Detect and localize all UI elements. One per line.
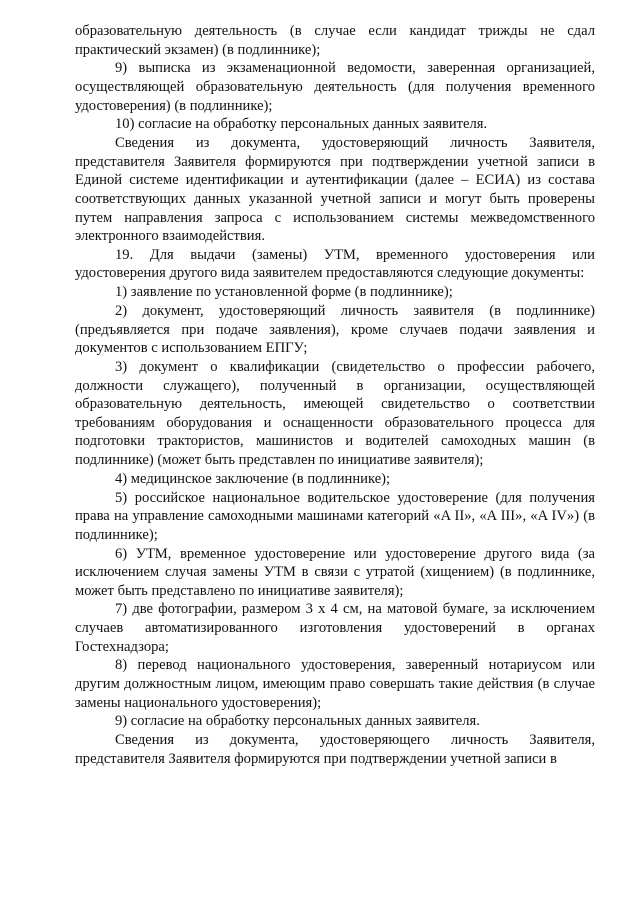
paragraph-esia-info: Сведения из документа, удостоверяющий личность Заявителя, представителя Заявителя формируются при подтверждении учетной записи в Единой системе идентификации и аутентификации (далее – ЕСИА) из состава соответствующих данных указанной учетной записи и могут быть проверены путем направления запроса с использованием системы межведомственного электронного взаимодействия. xyxy=(75,135,595,245)
paragraph-list-item-8: 8) перевод национального удостоверения, заверенный нотариусом или другим должностным лицом, имеющим право совершать такие действия (в случае замены национального удостоверения); xyxy=(75,657,595,711)
paragraph-list-item-2: 2) документ, удостоверяющий личность заявителя (в подлиннике) (предъявляется при подаче заявления), кроме случаев подачи заявления и документов с использованием ЕПГУ; xyxy=(75,303,595,357)
paragraph-list-item-7: 7) две фотографии, размером 3 х 4 см, на матовой бумаге, за исключением случаев автоматизированного изготовления удостоверений в органах Гостехнадзора; xyxy=(75,601,595,655)
paragraph-list-item-3: 3) документ о квалификации (свидетельство о профессии рабочего, должности служащего), полученный в организации, осуществляющей образовательную деятельность, имеющей свидетельство о соответствии требованиям оборудования и оснащенности образовательного процесса для подготовки трактористов, машинистов и водителей самоходных машин (в подлиннике) (может быть представлен по инициативе заявителя); xyxy=(75,359,595,468)
paragraph-list-item-1: 1) заявление по установленной форме (в подлиннике); xyxy=(115,284,453,301)
paragraph-list-item-6: 6) УТМ, временное удостоверение или удостоверение другого вида (за исключением случая замены УТМ в связи с утратой (хищением) (в подлиннике, может быть представлено по инициативе заявителя); xyxy=(75,545,595,599)
paragraph-list-item-5: 5) российское национальное водительское удостоверение (для получения права на управление самоходными машинами категорий «A II», «A III», «A IV») (в подлиннике); xyxy=(75,489,595,543)
paragraph-list-item-4: 4) медицинское заключение (в подлиннике); xyxy=(115,470,391,487)
document-page xyxy=(75,22,595,769)
paragraph-section-19: 19. Для выдачи (замены) УТМ, временного удостоверения или удостоверения другого вида заявителем предоставляются следующие документы: xyxy=(75,246,595,282)
paragraph-item-10: 10) согласие на обработку персональных данных заявителя. xyxy=(115,116,488,133)
paragraph-list-item-9: 9) согласие на обработку персональных данных заявителя. xyxy=(115,713,480,730)
paragraph-item-9: 9) выписка из экзаменационной ведомости, заверенная организацией, осуществляющей образовательную деятельность (для получения временного удостоверения) (в подлиннике); xyxy=(75,60,595,114)
paragraph-esia-info-2: Сведения из документа, удостоверяющего личность Заявителя, представителя Заявителя формируются при подтверждении учетной записи в xyxy=(75,732,595,767)
paragraph-continuation: образовательную деятельность (в случае если кандидат трижды не сдал практический экзамен) (в подлиннике); xyxy=(75,23,595,58)
